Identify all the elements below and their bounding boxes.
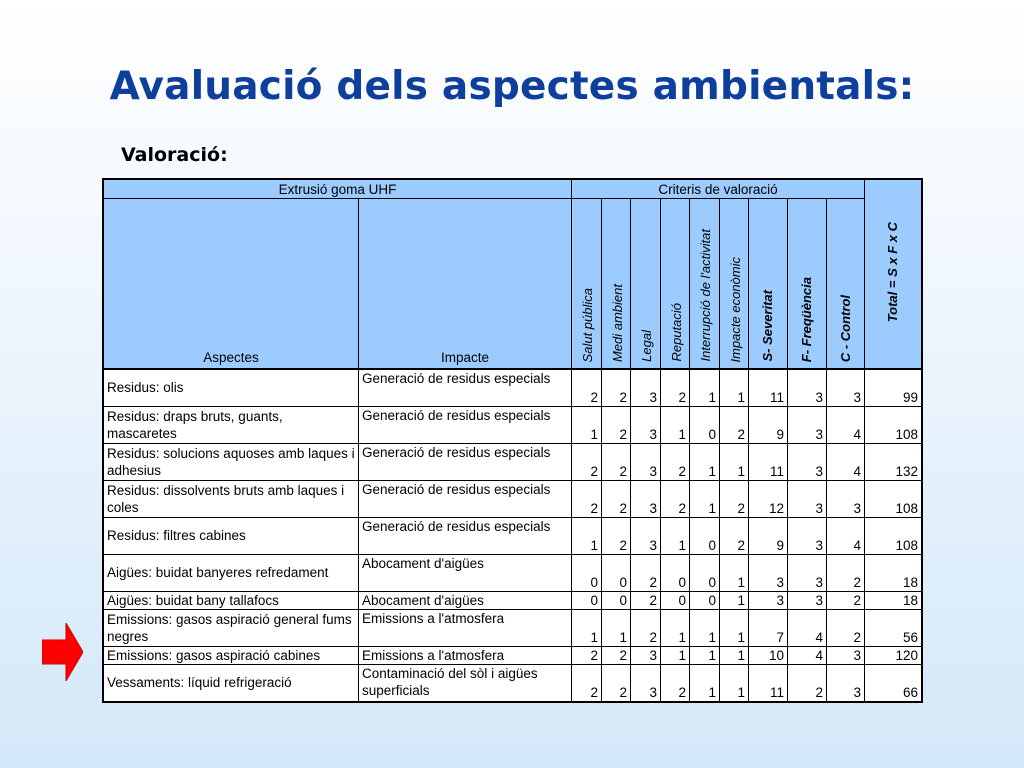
total-cell: 108	[865, 517, 922, 554]
impacte-cell: Generació de residus especials	[359, 406, 572, 443]
table-row	[104, 517, 922, 554]
header-criterion-label: Medi ambient	[610, 283, 626, 362]
value-cell: 1	[690, 609, 720, 646]
aspecte-cell: Residus: dissolvents bruts amb laques i coles	[104, 480, 359, 517]
header-severitat	[749, 199, 788, 370]
value-cell: 0	[602, 591, 631, 609]
value-cell: 0	[661, 554, 690, 591]
right-arrow-icon	[42, 623, 83, 681]
header-criterion	[661, 199, 690, 370]
value-cell: 3	[788, 369, 827, 406]
value-cell: 1	[720, 443, 749, 480]
value-cell: 11	[749, 443, 788, 480]
value-cell: 2	[788, 664, 827, 701]
value-cell: 7	[749, 609, 788, 646]
value-cell: 2	[602, 480, 631, 517]
value-cell: 3	[631, 646, 661, 664]
header-criterion-label: Salut pública	[580, 287, 596, 362]
value-cell: 0	[602, 554, 631, 591]
value-cell: 2	[572, 664, 602, 701]
table-row	[104, 591, 922, 609]
value-cell: 1	[720, 554, 749, 591]
header-criterion-label: C - Control	[837, 294, 853, 362]
value-cell: 3	[631, 517, 661, 554]
value-cell: 0	[690, 591, 720, 609]
value-cell: 3	[827, 480, 865, 517]
aspecte-cell: Residus: olis	[104, 369, 359, 406]
value-cell: 12	[749, 480, 788, 517]
total-cell: 66	[865, 664, 922, 701]
value-cell: 2	[827, 609, 865, 646]
header-criterion-label: Impacte econòmic	[728, 256, 744, 362]
value-cell: 2	[661, 369, 690, 406]
table-row	[104, 554, 922, 591]
value-cell: 11	[749, 664, 788, 701]
aspecte-cell: Emissions: gasos aspiració cabines	[104, 646, 359, 664]
value-cell: 3	[631, 369, 661, 406]
value-cell: 2	[602, 517, 631, 554]
header-criterion	[572, 199, 602, 370]
value-cell: 1	[720, 609, 749, 646]
value-cell: 2	[720, 406, 749, 443]
impacte-cell: Generació de residus especials	[359, 480, 572, 517]
value-cell: 1	[661, 517, 690, 554]
value-cell: 1	[690, 443, 720, 480]
value-cell: 2	[602, 664, 631, 701]
total-cell: 56	[865, 609, 922, 646]
value-cell: 4	[827, 406, 865, 443]
header-frequencia	[788, 199, 827, 370]
header-criterion	[631, 199, 661, 370]
header-criterion-label: Reputació	[669, 303, 685, 362]
value-cell: 0	[572, 591, 602, 609]
header-criterion-label: F- Freqüència	[799, 276, 815, 362]
value-cell: 2	[720, 517, 749, 554]
value-cell: 1	[690, 664, 720, 701]
value-cell: 4	[827, 443, 865, 480]
value-cell: 0	[572, 554, 602, 591]
value-cell: 2	[661, 664, 690, 701]
value-cell: 2	[602, 369, 631, 406]
value-cell: 2	[827, 554, 865, 591]
value-cell: 2	[572, 369, 602, 406]
value-cell: 2	[572, 443, 602, 480]
value-cell: 2	[631, 609, 661, 646]
total-cell: 108	[865, 480, 922, 517]
header-criterion-label: S- Severitat	[760, 290, 776, 362]
header-criterion-label: Interrupció de l'activitat	[698, 229, 714, 362]
value-cell: 1	[720, 664, 749, 701]
value-cell: 1	[720, 646, 749, 664]
value-cell: 1	[690, 646, 720, 664]
impacte-cell: Generació de residus especials	[359, 443, 572, 480]
value-cell: 1	[690, 480, 720, 517]
total-cell: 99	[865, 369, 922, 406]
value-cell: 4	[827, 517, 865, 554]
value-cell: 0	[690, 554, 720, 591]
value-cell: 1	[572, 406, 602, 443]
value-cell: 2	[661, 443, 690, 480]
table-body	[104, 369, 922, 701]
aspecte-cell: Residus: draps bruts, guants, mascaretes	[104, 406, 359, 443]
table-row	[104, 406, 922, 443]
table-row	[104, 646, 922, 664]
aspecte-cell: Residus: filtres cabines	[104, 517, 359, 554]
aspecte-cell: Vessaments: líquid refrigeració	[104, 664, 359, 701]
value-cell: 3	[749, 591, 788, 609]
value-cell: 3	[788, 406, 827, 443]
value-cell: 2	[572, 646, 602, 664]
value-cell: 2	[572, 480, 602, 517]
header-impacte: Impacte	[359, 199, 572, 370]
value-cell: 3	[631, 480, 661, 517]
aspecte-cell: Residus: solucions aquoses amb laques i adhesius	[104, 443, 359, 480]
value-cell: 3	[827, 664, 865, 701]
header-criterion	[720, 199, 749, 370]
total-cell: 108	[865, 406, 922, 443]
value-cell: 3	[827, 646, 865, 664]
aspecte-cell: Emissions: gasos aspiració general fums negres	[104, 609, 359, 646]
page-title: Avaluació dels aspectes ambientals:	[109, 64, 915, 109]
value-cell: 2	[602, 646, 631, 664]
value-cell: 1	[661, 406, 690, 443]
value-cell: 9	[749, 517, 788, 554]
impacte-cell: Emissions a l'atmosfera	[359, 646, 572, 664]
table-row	[104, 609, 922, 646]
header-aspectes: Aspectes	[104, 199, 359, 370]
value-cell: 1	[572, 609, 602, 646]
value-cell: 3	[788, 443, 827, 480]
value-cell: 1	[720, 591, 749, 609]
value-cell: 4	[788, 646, 827, 664]
value-cell: 3	[788, 591, 827, 609]
impacte-cell: Generació de residus especials	[359, 517, 572, 554]
aspecte-cell: Aigües: buidat bany tallafocs	[104, 591, 359, 609]
total-cell: 18	[865, 591, 922, 609]
value-cell: 1	[661, 609, 690, 646]
value-cell: 1	[690, 369, 720, 406]
section-subtitle: Valoració:	[121, 144, 228, 166]
value-cell: 11	[749, 369, 788, 406]
table-row	[104, 480, 922, 517]
value-cell: 3	[788, 480, 827, 517]
table-row	[104, 443, 922, 480]
header-criterion	[602, 199, 631, 370]
value-cell: 9	[749, 406, 788, 443]
total-cell: 18	[865, 554, 922, 591]
value-cell: 3	[631, 443, 661, 480]
group-header-extrusio: Extrusió goma UHF	[104, 180, 572, 199]
value-cell: 10	[749, 646, 788, 664]
value-cell: 0	[661, 591, 690, 609]
total-cell: 132	[865, 443, 922, 480]
value-cell: 1	[572, 517, 602, 554]
value-cell: 2	[602, 406, 631, 443]
group-header-criteris: Criteris de valoració	[572, 180, 865, 199]
value-cell: 2	[720, 480, 749, 517]
value-cell: 3	[827, 369, 865, 406]
assessment-table	[103, 179, 922, 702]
impacte-cell: Abocament d'aigües	[359, 554, 572, 591]
header-total-label: Total = S x F x C	[885, 221, 901, 323]
value-cell: 2	[602, 443, 631, 480]
table-row	[104, 369, 922, 406]
value-cell: 1	[720, 369, 749, 406]
header-criterion	[690, 199, 720, 370]
value-cell: 3	[788, 517, 827, 554]
value-cell: 3	[788, 554, 827, 591]
value-cell: 3	[631, 664, 661, 701]
value-cell: 2	[631, 591, 661, 609]
value-cell: 1	[661, 646, 690, 664]
impacte-cell: Emissions a l'atmosfera	[359, 609, 572, 646]
impacte-cell: Generació de residus especials	[359, 369, 572, 406]
value-cell: 0	[690, 517, 720, 554]
value-cell: 2	[661, 480, 690, 517]
header-criterion-label: Legal	[639, 330, 655, 362]
header-total	[865, 180, 922, 370]
value-cell: 3	[631, 406, 661, 443]
total-cell: 120	[865, 646, 922, 664]
value-cell: 3	[749, 554, 788, 591]
value-cell: 2	[827, 591, 865, 609]
impacte-cell: Contaminació del sòl i aigües superficials	[359, 664, 572, 701]
header-control	[827, 199, 865, 370]
value-cell: 4	[788, 609, 827, 646]
table-row	[104, 664, 922, 701]
aspecte-cell: Aigües: buidat banyeres refredament	[104, 554, 359, 591]
value-cell: 0	[690, 406, 720, 443]
value-cell: 1	[602, 609, 631, 646]
value-cell: 2	[631, 554, 661, 591]
impacte-cell: Abocament d'aigües	[359, 591, 572, 609]
